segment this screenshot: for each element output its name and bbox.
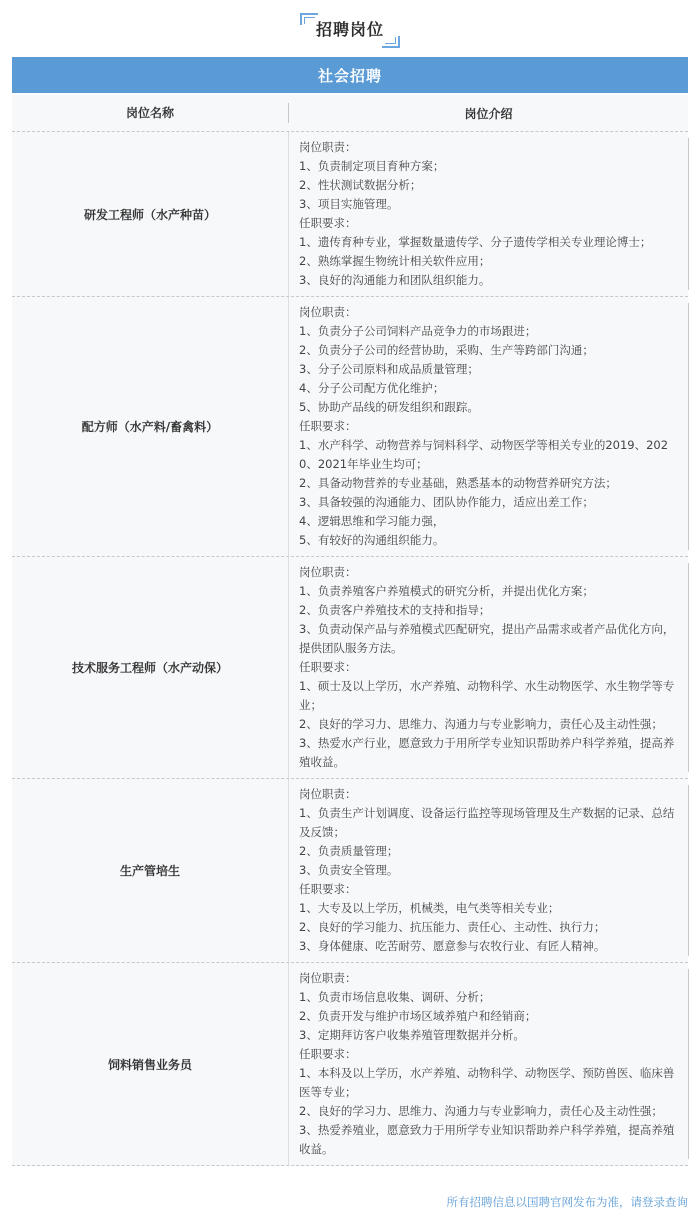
description-line: 2、良好的学习力、思维力、沟通力与专业影响力，责任心及主动性强；: [299, 717, 663, 731]
description-line: 岗位职责：: [299, 565, 357, 579]
description-line: 任职要求：: [299, 216, 357, 230]
description-line: 2、负责客户养殖技术的支持和指导；: [299, 603, 491, 617]
description-line: 2、负责分子公司的经营协助，采购、生产等跨部门沟通；: [299, 343, 594, 357]
column-header-name: 岗位名称: [12, 103, 289, 123]
description-line: 岗位职责：: [299, 971, 357, 985]
description-line: 5、协助产品线的研发组织和跟踪。: [299, 400, 479, 414]
description-line: 1、负责养殖客户养殖模式的研究分析，并提出优化方案；: [299, 584, 594, 598]
description-line: 2、负责开发与维护市场区域养殖户和经销商；: [299, 1009, 537, 1023]
description-line: 1、负责分子公司饲料产品竞争力的市场跟进；: [299, 324, 537, 338]
table-row: [12, 557, 688, 779]
job-description: [288, 779, 688, 962]
description-line: 1、遗传育种专业，掌握数量遗传学、分子遗传学相关专业理论博士；: [299, 235, 652, 249]
description-line: 任职要求：: [299, 1047, 357, 1061]
description-line: 岗位职责：: [299, 140, 357, 154]
table-header: [12, 95, 688, 132]
section-title: [0, 8, 700, 50]
description-line: 岗位职责：: [299, 305, 357, 319]
table-row: [12, 297, 688, 557]
table-body: [12, 132, 688, 1166]
description-line: 3、定期拜访客户收集养殖管理数据并分析。: [299, 1028, 525, 1042]
table-row: [12, 779, 688, 963]
description-line: 3、分子公司原料和成品质量管理；: [299, 362, 479, 376]
description-line: 2、性状测试数据分析；: [299, 178, 422, 192]
job-description: [288, 297, 688, 556]
job-description: [288, 132, 688, 296]
category-banner: 社会招聘: [12, 57, 688, 93]
description-line: 3、良好的沟通能力和团队组织能力。: [299, 273, 491, 287]
description-line: 2、负责质量管理；: [299, 844, 399, 858]
footer-note[interactable]: 所有招聘信息以国聘官网发布为准，请登录查询: [446, 1195, 688, 1209]
job-title: 饲料销售业务员: [107, 1057, 192, 1072]
description-line: 1、大专及以上学历，机械类，电气类等相关专业；: [299, 901, 560, 915]
description-line: 任职要求：: [299, 660, 357, 674]
description-line: 3、项目实施管理。: [299, 197, 399, 211]
description-line: 岗位职责：: [299, 787, 357, 801]
description-line: 3、热爱水产行业，愿意致力于用所学专业知识帮助养户科学养殖，提高养殖收益。: [299, 736, 675, 769]
job-description: [288, 963, 688, 1165]
description-line: 3、热爱养殖业，愿意致力于用所学专业知识帮助养户科学养殖，提高养殖收益。: [299, 1123, 675, 1156]
corner-decoration-top-left-inner: [304, 17, 315, 24]
corner-decoration-bottom-right-inner: [385, 37, 396, 44]
description-line: 1、水产科学、动物营养与饲料科学、动物医学等相关专业的2019、2020、2021年毕业生均可；: [299, 438, 669, 471]
description-line: 4、分子公司配方优化维护；: [299, 381, 445, 395]
title-frame: [302, 11, 398, 48]
description-line: 3、具备较强的沟通能力、团队协作能力，适应出差工作；: [299, 495, 594, 509]
description-line: 1、硕士及以上学历，水产养殖、动物科学、水生动物医学、水生物学等专业；: [299, 679, 675, 712]
job-description: [288, 557, 688, 778]
description-line: 5、有较好的沟通组织能力。: [299, 533, 445, 547]
description-line: 任职要求：: [299, 419, 357, 433]
description-line: 2、良好的学习能力、抗压能力、责任心、主动性、执行力；: [299, 920, 606, 934]
description-line: 1、负责制定项目育种方案；: [299, 159, 445, 173]
job-table: [12, 95, 688, 1166]
description-line: 3、身体健康、吃苦耐劳、愿意参与农牧行业、有匠人精神。: [299, 939, 606, 953]
column-header-intro: 岗位介绍: [464, 106, 513, 121]
description-line: 1、本科及以上学历，水产养殖、动物科学、动物医学、预防兽医、临床兽医等专业；: [299, 1066, 675, 1099]
description-line: 2、具备动物营养的专业基础，熟悉基本的动物营养研究方法；: [299, 476, 617, 490]
description-line: 2、良好的学习力、思维力、沟通力与专业影响力，责任心及主动性强；: [299, 1104, 663, 1118]
description-line: 1、负责市场信息收集、调研、分析；: [299, 990, 491, 1004]
description-line: 3、负责动保产品与养殖模式匹配研究，提出产品需求或者产品优化方向，提供团队服务方法。: [299, 622, 675, 655]
description-line: 任职要求：: [299, 882, 357, 896]
page-title: 招聘岗位: [315, 19, 384, 39]
table-row: [12, 963, 688, 1166]
job-title: 技术服务工程师（水产动保）: [71, 661, 228, 675]
job-title: 配方师（水产料/畜禽料）: [81, 420, 219, 434]
table-row: [12, 132, 688, 297]
job-title: 研发工程师（水产种苗）: [83, 207, 216, 222]
description-line: 2、熟练掌握生物统计相关软件应用；: [299, 254, 491, 268]
description-line: 1、负责生产计划调度、设备运行监控等现场管理及生产数据的记录、总结及反馈；: [299, 806, 675, 839]
description-line: 3、负责安全管理。: [299, 863, 399, 877]
description-line: 4、逻辑思维和学习能力强，: [299, 514, 445, 528]
job-title: 生产管培生: [119, 864, 180, 878]
